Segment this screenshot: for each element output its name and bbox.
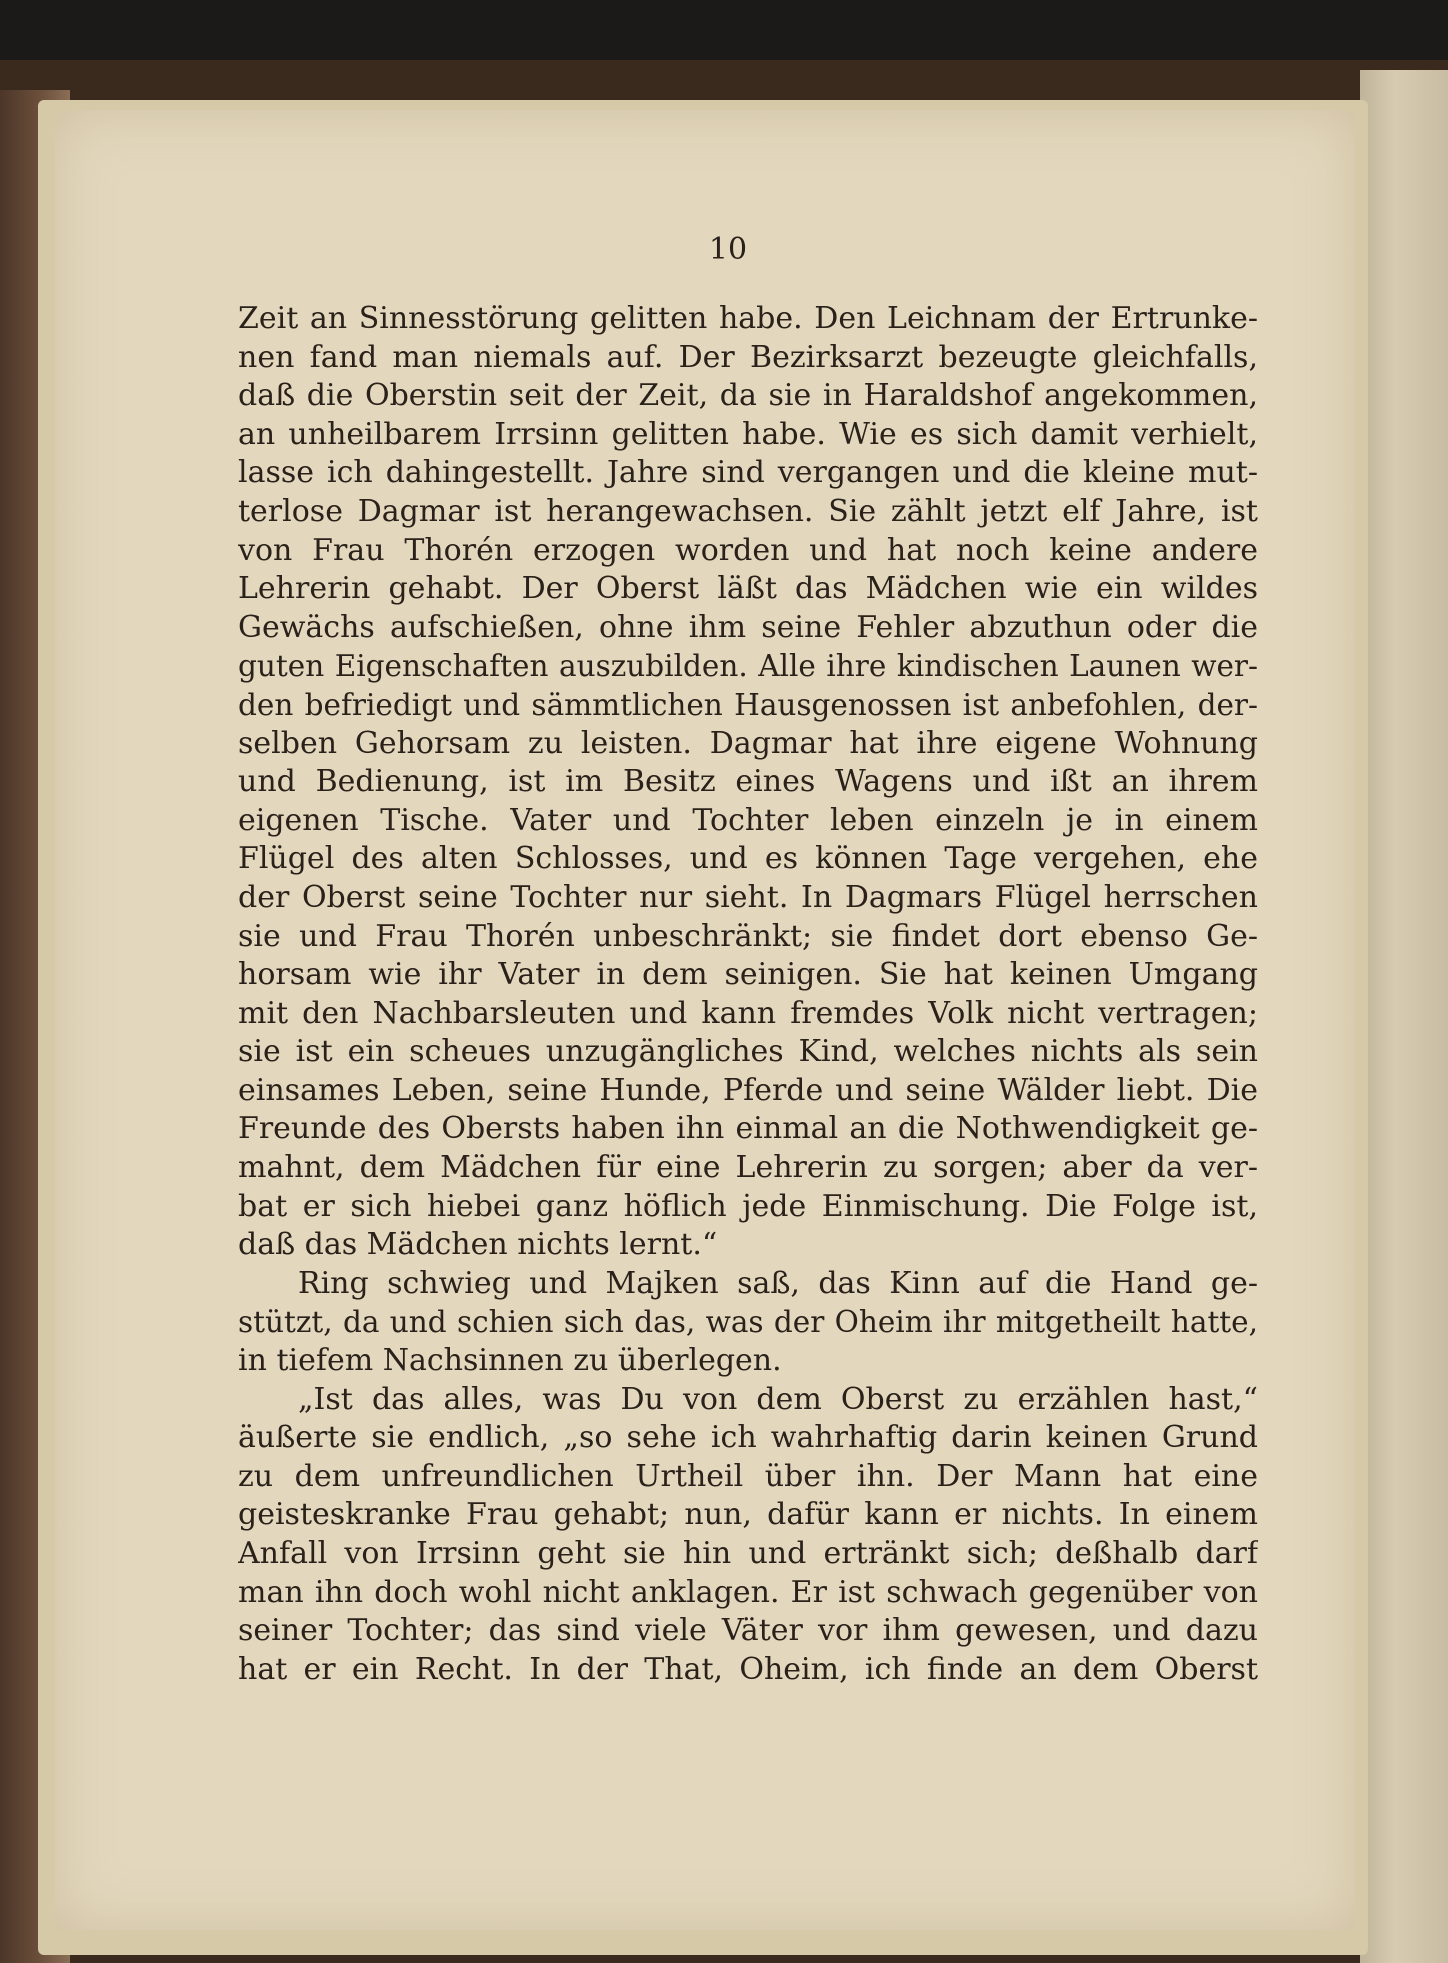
- text-line: in tiefem Nachsinnen zu überlegen.: [238, 1343, 782, 1379]
- text-line: Freunde des Obersts haben ihn einmal an die Nothwendigkeit ge-: [238, 1111, 1258, 1147]
- text-line: mahnt, dem Mädchen für eine Lehrerin zu sorgen; aber da ver-: [238, 1150, 1258, 1186]
- text-line: horsam wie ihr Vater in dem seinigen. Sie hat keinen Umgang: [238, 957, 1258, 993]
- facing-page-edge: [1360, 70, 1448, 1963]
- page-number: 10: [708, 232, 748, 267]
- text-line: einsames Leben, seine Hunde, Pferde und seine Wälder liebt. Die: [238, 1072, 1258, 1108]
- text-line: sie ist ein scheues unzugängliches Kind, welches nichts als sein: [238, 1034, 1258, 1070]
- text-line: an unheilbarem Irrsinn gelitten habe. Wie es sich damit verhielt,: [238, 416, 1258, 452]
- text-line: man ihn doch wohl nicht anklagen. Er ist schwach gegenüber von: [238, 1574, 1258, 1610]
- text-line: zu dem unfreundlichen Urtheil über ihn. Der Mann hat eine: [238, 1458, 1258, 1494]
- body-text: [238, 300, 1258, 1689]
- text-line: bat er sich hiebei ganz höflich jede Einmischung. Die Folge ist,: [238, 1188, 1258, 1224]
- text-line: daß das Mädchen nichts lernt.“: [238, 1227, 718, 1263]
- text-line: terlose Dagmar ist herangewachsen. Sie zählt jetzt elf Jahre, ist: [238, 493, 1258, 529]
- text-line: lasse ich dahingestellt. Jahre sind vergangen und die kleine mut-: [238, 455, 1258, 491]
- text-line: „Ist das alles, was Du von dem Oberst zu erzählen hast,“: [298, 1381, 1258, 1417]
- text-line: der Oberst seine Tochter nur sieht. In Dagmars Flügel herrschen: [238, 879, 1258, 915]
- text-line: daß die Oberstin seit der Zeit, da sie in Haraldshof angekommen,: [238, 378, 1258, 414]
- text-line: Ring schwieg und Majken saß, das Kinn auf die Hand ge-: [298, 1265, 1258, 1301]
- text-line: mit den Nachbarsleuten und kann fremdes Volk nicht vertragen;: [238, 995, 1258, 1031]
- text-line: eigenen Tische. Vater und Tochter leben einzeln je in einem: [238, 802, 1258, 838]
- text-line: selben Gehorsam zu leisten. Dagmar hat ihre eigene Wohnung: [238, 725, 1258, 761]
- text-line: Anfall von Irrsinn geht sie hin und ertränkt sich; deßhalb darf: [238, 1536, 1258, 1571]
- text-line: Gewächs aufschießen, ohne ihm seine Fehler abzuthun oder die: [238, 609, 1258, 645]
- text-line: von Frau Thorén erzogen worden und hat noch keine andere: [238, 532, 1258, 568]
- text-line: seiner Tochter; das sind viele Väter vor ihm gewesen, und dazu: [238, 1613, 1258, 1649]
- text-line: und Bedienung, ist im Besitz eines Wagens und ißt an ihrem: [238, 764, 1258, 800]
- text-line: den befriedigt und sämmtlichen Hausgenossen ist anbefohlen, der-: [238, 687, 1258, 722]
- text-line: geisteskranke Frau gehabt; nun, dafür kann er nichts. In einem: [238, 1497, 1258, 1533]
- text-line: Flügel des alten Schlosses, und es können Tage vergehen, ehe: [238, 841, 1258, 877]
- text-line: Zeit an Sinnesstörung gelitten habe. Den Leichnam der Ertrunke-: [238, 301, 1258, 336]
- text-line: nen fand man niemals auf. Der Bezirksarzt bezeugte gleichfalls,: [238, 339, 1258, 375]
- text-line: guten Eigenschaften auszubilden. Alle ihre kindischen Launen wer-: [238, 649, 1258, 684]
- text-line: Lehrerin gehabt. Der Oberst läßt das Mädchen wie ein wildes: [238, 571, 1258, 607]
- text-line: stützt, da und schien sich das, was der Oheim ihr mitgetheilt hatte,: [238, 1305, 1258, 1340]
- text-line: äußerte sie endlich, „so sehe ich wahrhaftig darin keinen Grund: [238, 1420, 1258, 1456]
- text-line: hat er ein Recht. In der That, Oheim, ich finde an dem Oberst: [238, 1651, 1258, 1687]
- text-line: sie und Frau Thorén unbeschränkt; sie findet dort ebenso Ge-: [238, 918, 1258, 954]
